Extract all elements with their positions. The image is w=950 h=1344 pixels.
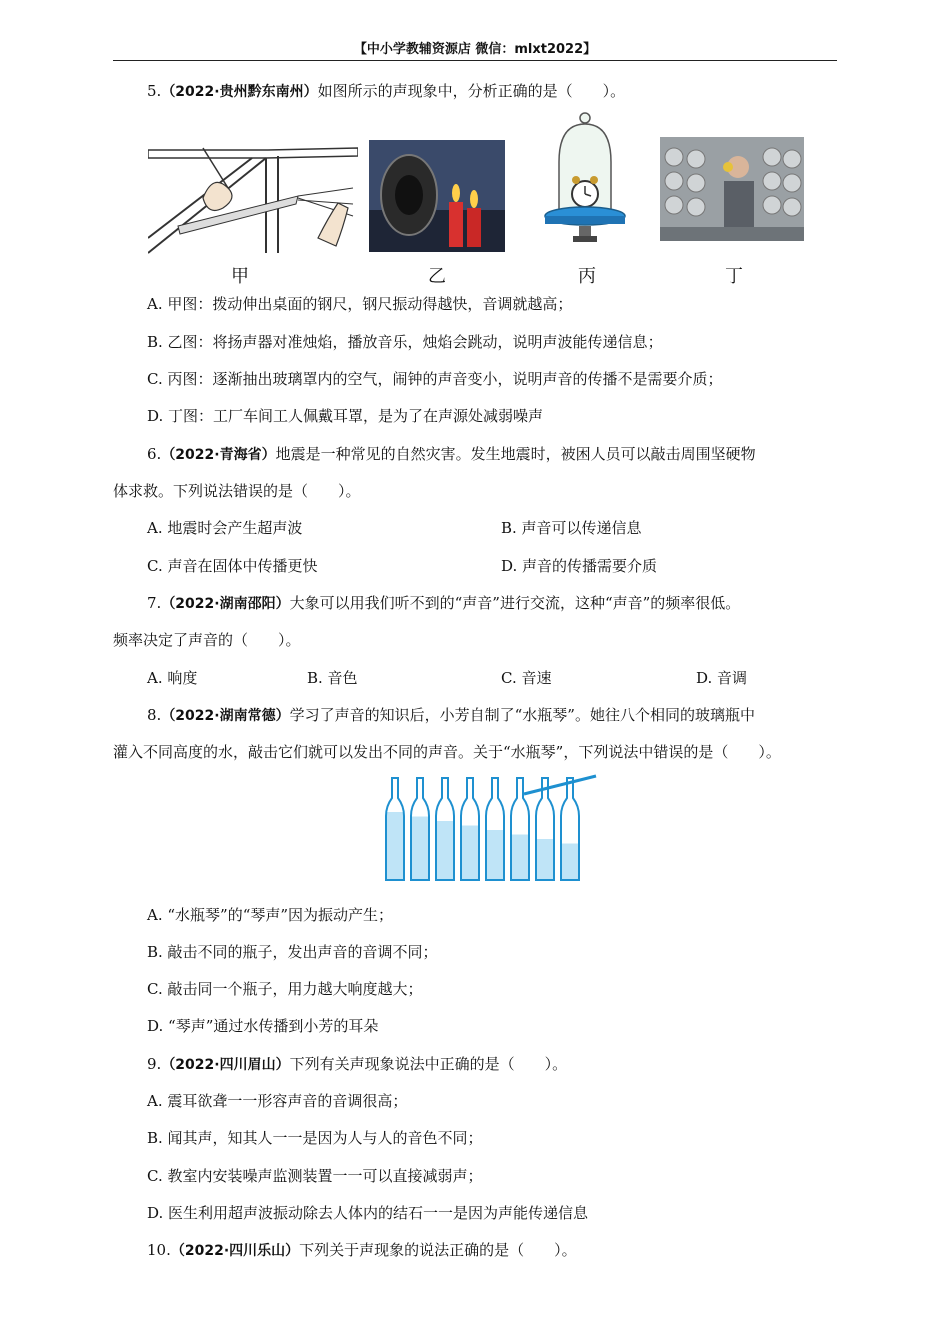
question-number: 5.	[147, 82, 162, 100]
header-divider	[113, 60, 837, 61]
option-b: B. 敲击不同的瓶子，发出声音的音调不同；	[147, 943, 438, 961]
question-source: （2022·湖南邵阳）	[161, 596, 290, 612]
question-number: 6.	[147, 445, 162, 463]
water-level	[436, 821, 454, 880]
option-a: A. 甲图：拨动伸出桌面的钢尺，钢尺振动得越快，音调就越高；	[147, 295, 573, 313]
option-b: B. 乙图：将扬声器对准烛焰，播放音乐，烛焰会跳动，说明声波能传递信息；	[147, 333, 663, 351]
question-6-continued: 体求救。下列说法错误的是（ ）。	[113, 482, 361, 500]
water-bottle	[486, 778, 504, 880]
water-bottle	[536, 778, 554, 880]
question-8-continued: 灌入不同高度的水，敲击它们就可以发出不同的声音。关于“水瓶琴”，下列说法中错误的是（ ）。	[113, 743, 781, 761]
question-source: （2022·青海省）	[161, 447, 276, 463]
speaker-candle-figure	[369, 140, 505, 252]
figure-caption-bing: 丙	[578, 266, 596, 287]
ruler-table-figure	[148, 138, 358, 256]
factory-worker-figure	[660, 137, 804, 241]
option-a: A. 响度	[147, 669, 198, 687]
option-d: D. 丁图：工厂车间工人佩戴耳罩，是为了在声源处减弱噪声	[147, 407, 544, 425]
question-6	[147, 443, 756, 464]
option-c: C. 音速	[501, 669, 552, 687]
question-text: 大象可以用我们听不到的“声音”进行交流，这种“声音”的频率很低。	[289, 594, 741, 612]
option-a: A. “水瓶琴”的“琴声”因为振动产生；	[147, 906, 394, 924]
option-c: C. 丙图：逐渐抽出玻璃罩内的空气，闹钟的声音变小，说明声音的传播不是需要介质；	[147, 370, 723, 388]
question-source: （2022·湖南常德）	[161, 708, 290, 724]
question-number: 7.	[147, 594, 162, 612]
water-level	[461, 826, 479, 881]
figure-caption-jia: 甲	[231, 266, 249, 287]
question-text: 下列关于声现象的说法正确的是（ ）。	[299, 1241, 577, 1259]
water-level	[511, 835, 529, 881]
water-bottle	[386, 778, 404, 880]
question-8	[147, 704, 755, 725]
question-5	[147, 80, 625, 101]
question-10	[147, 1239, 577, 1260]
question-source: （2022·贵州黔东南州）	[161, 84, 318, 100]
question-text: 下列有关声现象说法中正确的是（ ）。	[289, 1055, 568, 1073]
question-source: （2022·四川眉山）	[161, 1057, 290, 1073]
option-b: B. 闻其声，知其人一一是因为人与人的音色不同；	[147, 1129, 483, 1147]
question-source: （2022·四川乐山）	[170, 1243, 300, 1259]
option-c: C. 声音在固体中传播更快	[147, 557, 318, 575]
option-a: A. 震耳欲聋一一形容声音的音调很高；	[147, 1092, 408, 1110]
water-bottle	[561, 778, 579, 880]
figure-caption-ding: 丁	[725, 266, 743, 287]
figure-caption-yi: 乙	[428, 266, 446, 287]
option-a: A. 地震时会产生超声波	[147, 519, 303, 537]
option-b: B. 音色	[307, 669, 358, 687]
page-header: 【中小学教辅资源店 微信：mlxt2022】	[353, 42, 597, 57]
question-text: 地震是一种常见的自然灾害。发生地震时，被困人员可以敲击周围坚硬物	[275, 445, 756, 463]
option-d: D. 音调	[696, 669, 748, 687]
water-bottles-figure	[382, 772, 602, 884]
question-7	[147, 592, 740, 613]
question-number: 10.	[147, 1241, 171, 1259]
water-level	[386, 812, 404, 880]
option-b: B. 声音可以传递信息	[501, 519, 642, 537]
water-level	[561, 844, 579, 881]
water-bottle	[411, 778, 429, 880]
water-level	[536, 839, 554, 880]
option-c: C. 敲击同一个瓶子，用力越大响度越大；	[147, 980, 423, 998]
question-7-continued: 频率决定了声音的（ ）。	[113, 631, 301, 649]
option-d: D. 声音的传播需要介质	[501, 557, 658, 575]
water-bottle	[436, 778, 454, 880]
bell-jar-clock-figure	[543, 112, 627, 252]
option-d: D. 医生利用超声波振动除去人体内的结石一一是因为声能传递信息	[147, 1204, 589, 1222]
question-text: 学习了声音的知识后，小芳自制了“水瓶琴”。她往八个相同的玻璃瓶中	[289, 706, 755, 724]
option-d: D. “琴声”通过水传播到小芳的耳朵	[147, 1017, 379, 1035]
question-number: 9.	[147, 1055, 162, 1073]
option-c: C. 教室内安装噪声监测装置一一可以直接减弱声；	[147, 1167, 483, 1185]
water-level	[411, 817, 429, 881]
water-bottle	[461, 778, 479, 880]
question-9	[147, 1053, 567, 1074]
question-text: 如图所示的声现象中，分析正确的是（ ）。	[317, 82, 626, 100]
water-level	[486, 830, 504, 880]
question-number: 8.	[147, 706, 162, 724]
